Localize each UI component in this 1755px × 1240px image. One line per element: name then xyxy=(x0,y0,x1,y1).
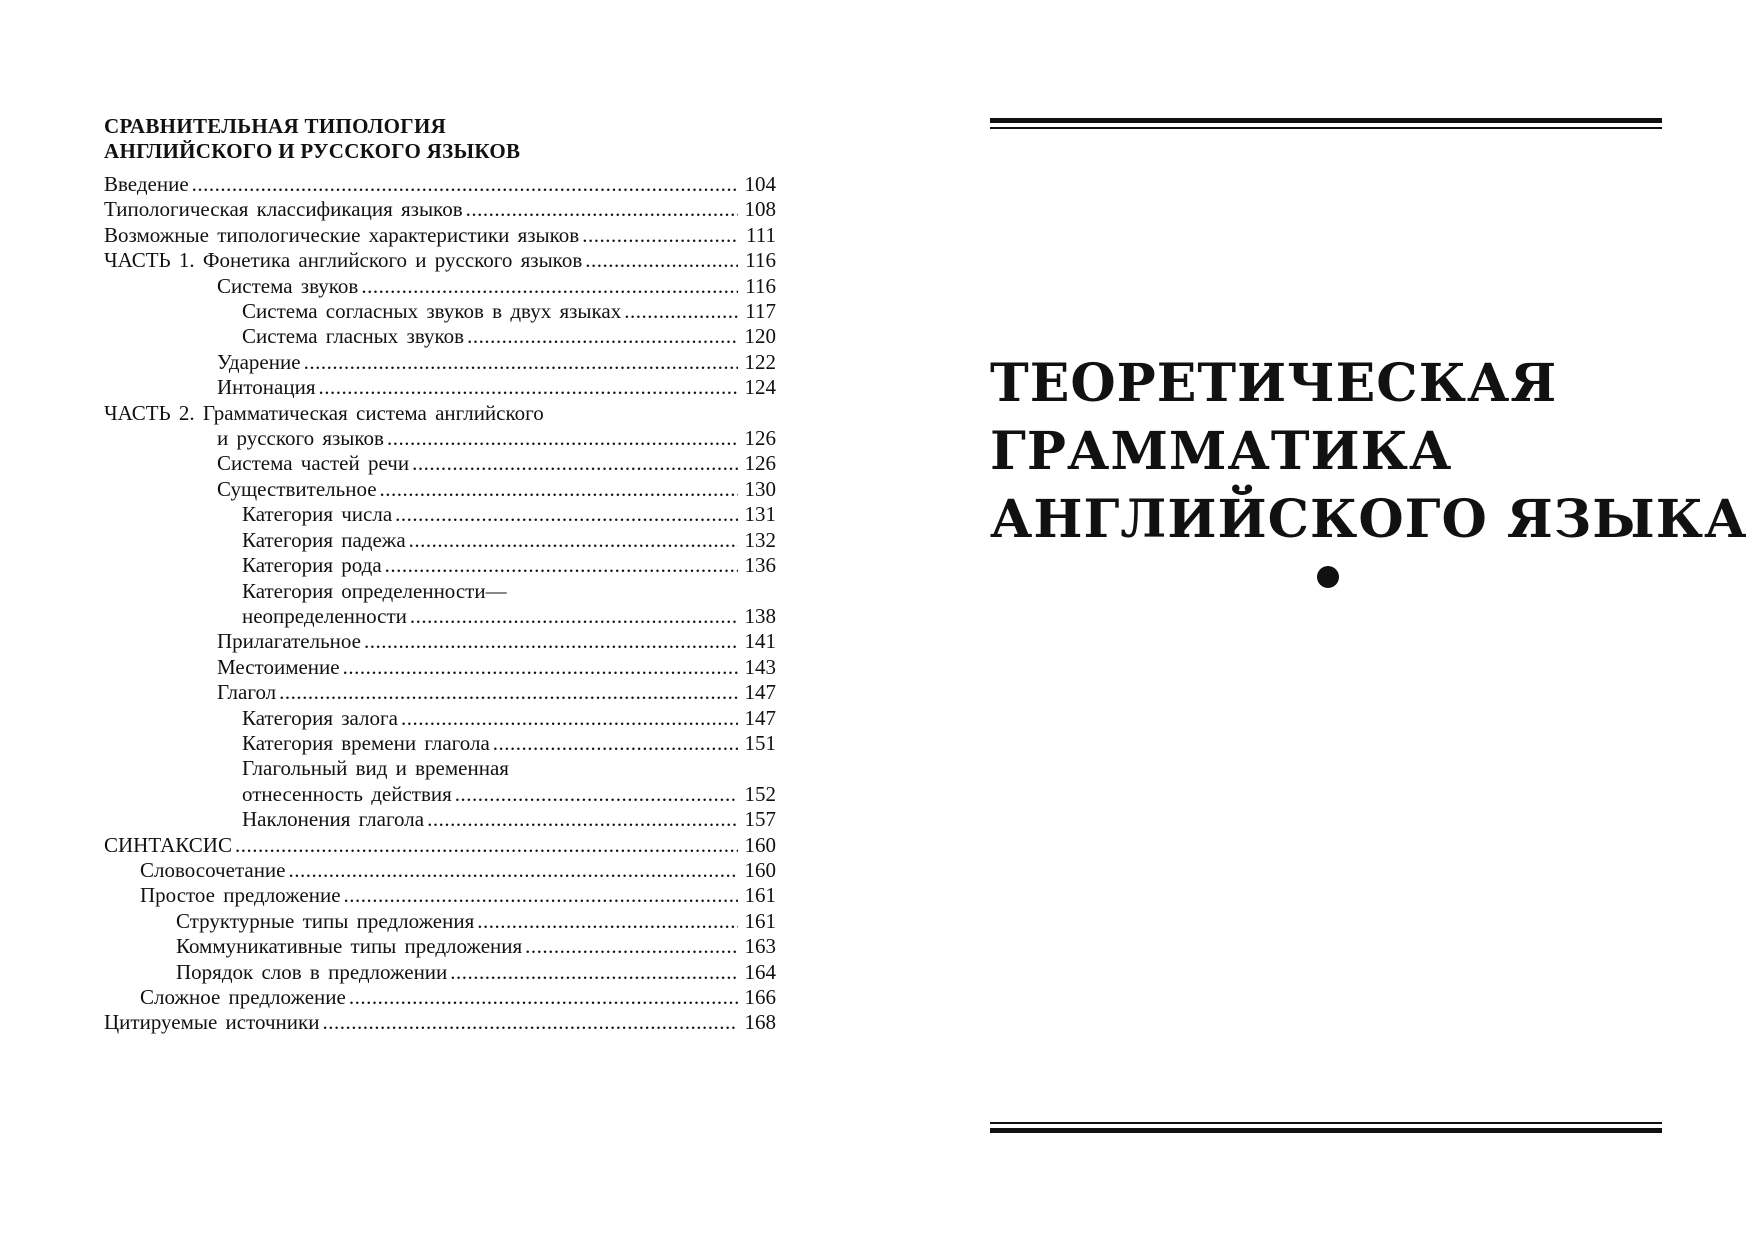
toc-entry-label: Система звуков xyxy=(217,273,359,298)
toc-page-number: 152 xyxy=(744,781,776,806)
toc-entry-label: Простое предложение xyxy=(140,883,341,908)
toc-leader xyxy=(427,807,738,832)
toc-entry xyxy=(104,756,776,807)
toc-entry xyxy=(104,223,776,248)
toc-page-number: 161 xyxy=(744,908,776,933)
toc-leader xyxy=(409,528,738,553)
toc-leader xyxy=(343,655,738,680)
toc-leader xyxy=(450,960,738,985)
toc-leader xyxy=(235,833,738,858)
toc-entry-label: Порядок слов в предложении xyxy=(176,959,448,984)
toc-heading-line-2: АНГЛИЙСКОГО И РУССКОГО ЯЗЫКОВ xyxy=(104,139,521,163)
toc-list xyxy=(104,172,776,1036)
toc-leader xyxy=(387,426,738,451)
toc-entry xyxy=(104,350,776,375)
toc-entry xyxy=(104,680,776,705)
table-of-contents xyxy=(104,114,776,1036)
toc-leader xyxy=(412,451,738,476)
toc-leader xyxy=(385,553,738,578)
toc-entry xyxy=(104,883,776,908)
toc-entry xyxy=(104,909,776,934)
toc-leader xyxy=(289,858,739,883)
toc-leader xyxy=(477,909,738,934)
toc-entry xyxy=(104,731,776,756)
toc-leader xyxy=(361,274,738,299)
toc-entry-label: неопределенности xyxy=(242,603,407,628)
toc-leader xyxy=(455,782,738,807)
toc-leader xyxy=(319,375,739,400)
toc-page-number: 131 xyxy=(744,502,776,527)
toc-entry xyxy=(104,274,776,299)
toc-heading-line-1: СРАВНИТЕЛЬНАЯ ТИПОЛОГИЯ xyxy=(104,114,447,138)
toc-entry xyxy=(104,579,776,630)
toc-leader xyxy=(466,197,738,222)
toc-entry-label: Категория времени глагола xyxy=(242,730,490,755)
toc-page-number: 147 xyxy=(744,680,776,705)
toc-entry-label: Введение xyxy=(104,172,189,196)
toc-page-number: 130 xyxy=(744,476,776,501)
toc-entry xyxy=(104,197,776,222)
toc-entry-label: Словосочетание xyxy=(140,857,286,882)
toc-leader xyxy=(380,477,738,502)
top-double-rule xyxy=(990,118,1662,129)
toc-page-number: 147 xyxy=(744,705,776,730)
top-thin-rule xyxy=(990,127,1662,129)
toc-page-number: 151 xyxy=(744,730,776,755)
toc-heading xyxy=(104,114,776,164)
toc-leader xyxy=(364,629,738,654)
toc-entry-label: Коммуникативные типы предложения xyxy=(176,934,523,959)
toc-entry-label: Система согласных звуков в двух языках xyxy=(242,299,622,324)
toc-entry-label: СИНТАКСИС xyxy=(104,832,232,857)
toc-page-number: 138 xyxy=(744,603,776,628)
toc-entry-first-line: Глагольный вид и временная xyxy=(242,756,509,781)
toc-entry-label: Категория числа xyxy=(242,502,393,527)
toc-entry-label: Глагол xyxy=(217,680,277,705)
toc-entry xyxy=(104,858,776,883)
toc-page-number: 126 xyxy=(744,426,776,451)
toc-leader xyxy=(467,324,738,349)
toc-page-number: 141 xyxy=(744,629,776,654)
toc-entry-label: Возможные типологические характеристики языков xyxy=(104,222,580,247)
toc-page-number: 117 xyxy=(745,299,776,324)
toc-entry xyxy=(104,629,776,654)
toc-entry-label: Ударение xyxy=(217,349,301,374)
toc-page-number: 116 xyxy=(745,273,776,298)
toc-entry-label: отнесенность действия xyxy=(242,781,452,806)
section-title-line-2: ГРАММАТИКА xyxy=(990,421,1453,482)
toc-page-number: 124 xyxy=(744,375,776,400)
toc-page-number: 164 xyxy=(744,959,776,984)
toc-leader xyxy=(192,172,738,197)
toc-entry-label: Местоимение xyxy=(217,654,340,679)
toc-entry xyxy=(104,324,776,349)
toc-entry xyxy=(104,985,776,1010)
toc-page-number: 104 xyxy=(744,172,776,196)
toc-entry xyxy=(104,655,776,680)
toc-page-number: 160 xyxy=(744,832,776,857)
toc-entry xyxy=(104,375,776,400)
toc-entry xyxy=(104,299,776,324)
toc-entry xyxy=(104,477,776,502)
toc-entry xyxy=(104,807,776,832)
toc-leader xyxy=(279,680,738,705)
toc-entry-first-line: Категория определенности— xyxy=(242,578,507,603)
toc-leader xyxy=(410,604,738,629)
section-title-page xyxy=(990,0,1748,1240)
toc-entry-label: Категория залога xyxy=(242,705,398,730)
toc-leader xyxy=(344,883,738,908)
toc-page-number: 108 xyxy=(744,197,776,222)
toc-page-number: 122 xyxy=(744,349,776,374)
toc-entry xyxy=(104,934,776,959)
toc-page-number: 136 xyxy=(744,553,776,578)
toc-entry xyxy=(104,833,776,858)
toc-entry-label: Система гласных звуков xyxy=(242,324,465,349)
toc-entry-label: Наклонения глагола xyxy=(242,807,425,832)
toc-page-number: 157 xyxy=(744,807,776,832)
toc-page-number: 160 xyxy=(744,857,776,882)
toc-entry xyxy=(104,401,776,452)
toc-entry-label: Прилагательное xyxy=(217,629,361,654)
toc-leader xyxy=(322,1010,738,1035)
bottom-double-rule xyxy=(990,1122,1662,1133)
toc-entry xyxy=(104,451,776,476)
toc-leader xyxy=(304,350,738,375)
toc-entry-label: Категория падежа xyxy=(242,527,406,552)
toc-leader xyxy=(395,502,738,527)
toc-entry-label: Категория рода xyxy=(242,553,382,578)
toc-entry-label: ЧАСТЬ 1. Фонетика английского и русского языков xyxy=(104,248,583,273)
toc-entry xyxy=(104,502,776,527)
toc-leader xyxy=(585,248,738,273)
toc-entry xyxy=(104,172,776,197)
toc-page-number: 163 xyxy=(744,934,776,959)
toc-leader xyxy=(349,985,738,1010)
toc-page-number: 132 xyxy=(744,527,776,552)
toc-page-number: 120 xyxy=(744,324,776,349)
toc-page-number: 143 xyxy=(744,654,776,679)
toc-page-number: 161 xyxy=(744,883,776,908)
section-title xyxy=(990,350,1748,554)
toc-page-number: 168 xyxy=(744,1010,776,1035)
toc-leader xyxy=(401,706,738,731)
toc-entry xyxy=(104,706,776,731)
toc-page-number: 111 xyxy=(746,222,776,247)
toc-entry-label: Цитируемые источники xyxy=(104,1010,320,1035)
toc-page-number: 116 xyxy=(745,248,776,273)
toc-entry-label: Типологическая классификация языков xyxy=(104,197,463,222)
toc-entry xyxy=(104,1010,776,1035)
toc-leader xyxy=(525,934,738,959)
toc-page-number: 166 xyxy=(744,985,776,1009)
toc-entry-label: и русского языков xyxy=(217,426,384,451)
toc-leader xyxy=(582,223,738,248)
toc-entry xyxy=(104,528,776,553)
toc-entry-label: Структурные типы предложения xyxy=(176,908,475,933)
toc-page-number: 126 xyxy=(744,451,776,476)
toc-entry xyxy=(104,960,776,985)
section-title-line-1: ТЕОРЕТИЧЕСКАЯ xyxy=(990,353,1558,414)
toc-entry-first-line: ЧАСТЬ 2. Грамматическая система английского xyxy=(104,400,544,425)
toc-entry-label: Система частей речи xyxy=(217,451,410,476)
toc-entry xyxy=(104,248,776,273)
toc-entry xyxy=(104,553,776,578)
bullet-ornament xyxy=(1317,566,1339,588)
bottom-thick-rule xyxy=(990,1128,1662,1133)
toc-leader xyxy=(624,299,738,324)
toc-leader xyxy=(493,731,738,756)
section-title-line-3: АНГЛИЙСКОГО ЯЗЫКА xyxy=(990,489,1748,550)
toc-entry-label: Интонация xyxy=(217,375,316,400)
toc-entry-label: Существительное xyxy=(217,476,377,501)
toc-entry-label: Сложное предложение xyxy=(140,985,346,1009)
